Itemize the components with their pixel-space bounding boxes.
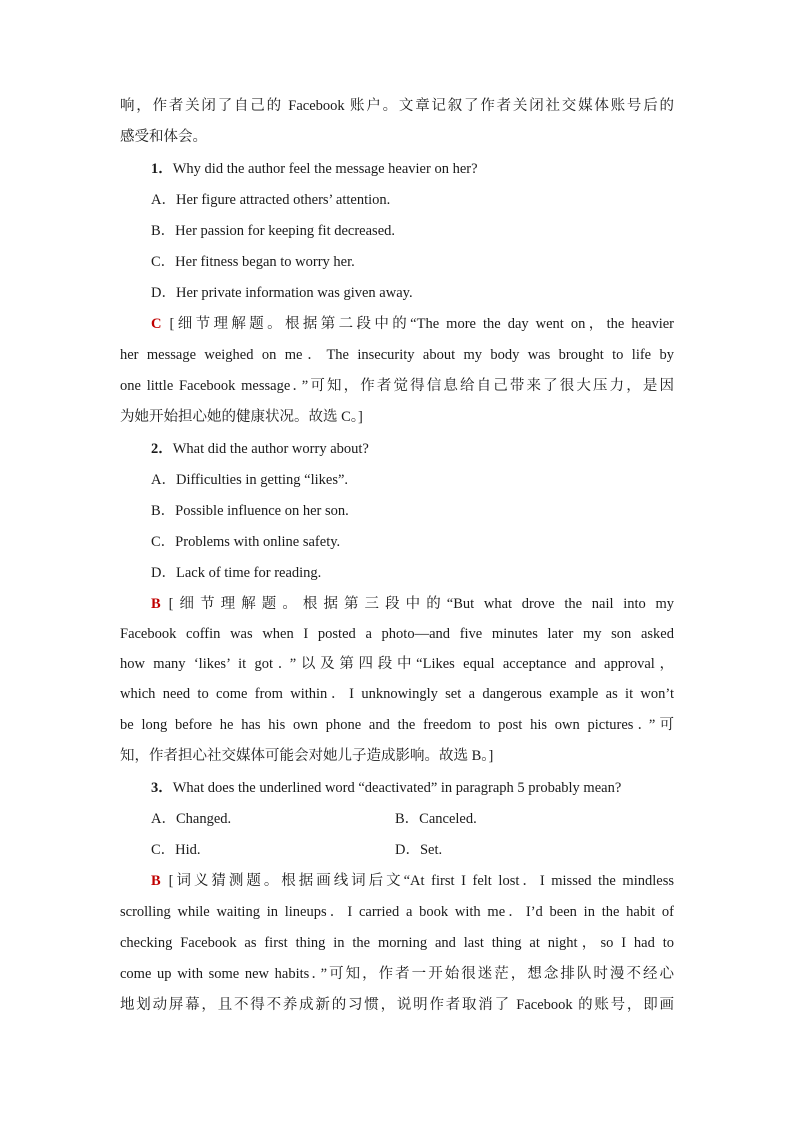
answer-key: B	[151, 873, 161, 889]
q2-option-a: A．Difficulties in getting “likes”.	[151, 472, 349, 488]
q1-explanation-line-4: 为她开始担心她的健康状况。故选 C。]	[120, 409, 363, 425]
q2-explanation-line-5: be long before he has his own phone and the freedom to post his own pictures．”可	[120, 717, 674, 733]
q2-option-b: B．Possible influence on her son.	[151, 503, 349, 519]
q2-explanation-line-3: how many ‘likes’ it got．”以及第四段中“Likes equal acceptance and approval，	[120, 656, 674, 672]
q3-explanation-line-3: checking Facebook as first thing in the morning and last thing at night，so I had to	[120, 935, 674, 951]
question-text: Why did the author feel the message heavier on her?	[172, 161, 478, 177]
intro-line-2: 感受和体会。	[120, 129, 207, 145]
q3-options-row-2	[151, 840, 674, 860]
explanation-text: [细节理解题。根据第二段中的“The more the day went on，the heavier	[169, 316, 674, 332]
q3-explanation-line-5: 地划动屏幕，且不得不养成新的习惯，说明作者取消了 Facebook 的账号，即画	[120, 997, 674, 1013]
q3-option-a: A．Changed.	[151, 811, 232, 827]
q1-option-c: C．Her fitness began to worry her.	[151, 254, 355, 270]
question-3-stem	[151, 778, 674, 798]
q2-explanation-line-2: Facebook coffin was when I posted a photo—and five minutes later my son asked	[120, 626, 674, 642]
q1-explanation-line-1	[151, 314, 674, 334]
q1-explanation-line-2: her message weighed on me．The insecurity about my body was brought to life by	[120, 347, 674, 363]
question-text: What does the underlined word “deactivated” in paragraph 5 probably mean?	[172, 780, 622, 796]
q2-explanation-line-1	[151, 594, 674, 614]
intro-line-1: 响，作者关闭了自己的 Facebook 账户。文章记叙了作者关闭社交媒体账号后的	[120, 98, 674, 114]
q2-option-d: D．Lack of time for reading.	[151, 565, 322, 581]
q1-option-a: A．Her figure attracted others’ attention.	[151, 192, 391, 208]
answer-key: C	[151, 316, 162, 332]
question-1-stem	[151, 159, 674, 179]
q2-explanation-line-6: 知，作者担心社交媒体可能会对她儿子造成影响。故选 B。]	[120, 748, 494, 764]
q2-option-c: C．Problems with online safety.	[151, 534, 341, 550]
q3-explanation-line-2: scrolling while waiting in lineups．I carried a book with me．I’d been in the habit of	[120, 904, 674, 920]
question-number: 3．	[151, 780, 173, 796]
question-2-stem	[151, 439, 674, 459]
answer-key: B	[151, 596, 161, 612]
q3-options-row-1	[151, 809, 674, 829]
explanation-text: [词义猜测题。根据画线词后文“At first I felt lost．I missed the mindless	[168, 873, 674, 889]
q3-explanation-line-4: come up with some new habits．”可知，作者一开始很迷茫，想念排队时漫不经心	[120, 966, 674, 982]
q3-option-c: C．Hid.	[151, 842, 201, 858]
q3-explanation-line-1	[151, 871, 674, 891]
q3-option-b: B．Canceled.	[395, 811, 477, 827]
question-number: 1．	[151, 161, 173, 177]
q1-explanation-line-3: one little Facebook message．”可知，作者觉得信息给自己带来了很大压力，是因	[120, 378, 674, 394]
question-text: What did the author worry about?	[172, 441, 369, 457]
q3-option-d: D．Set.	[395, 842, 443, 858]
question-number: 2．	[151, 441, 173, 457]
q2-explanation-line-4: which need to come from within．I unknowingly set a dangerous example as it won’t	[120, 686, 674, 702]
explanation-text: [细节理解题。根据第三段中的“But what drove the nail into my	[168, 596, 674, 612]
q1-option-b: B．Her passion for keeping fit decreased.	[151, 223, 396, 239]
q1-option-d: D．Her private information was given away.	[151, 285, 413, 301]
